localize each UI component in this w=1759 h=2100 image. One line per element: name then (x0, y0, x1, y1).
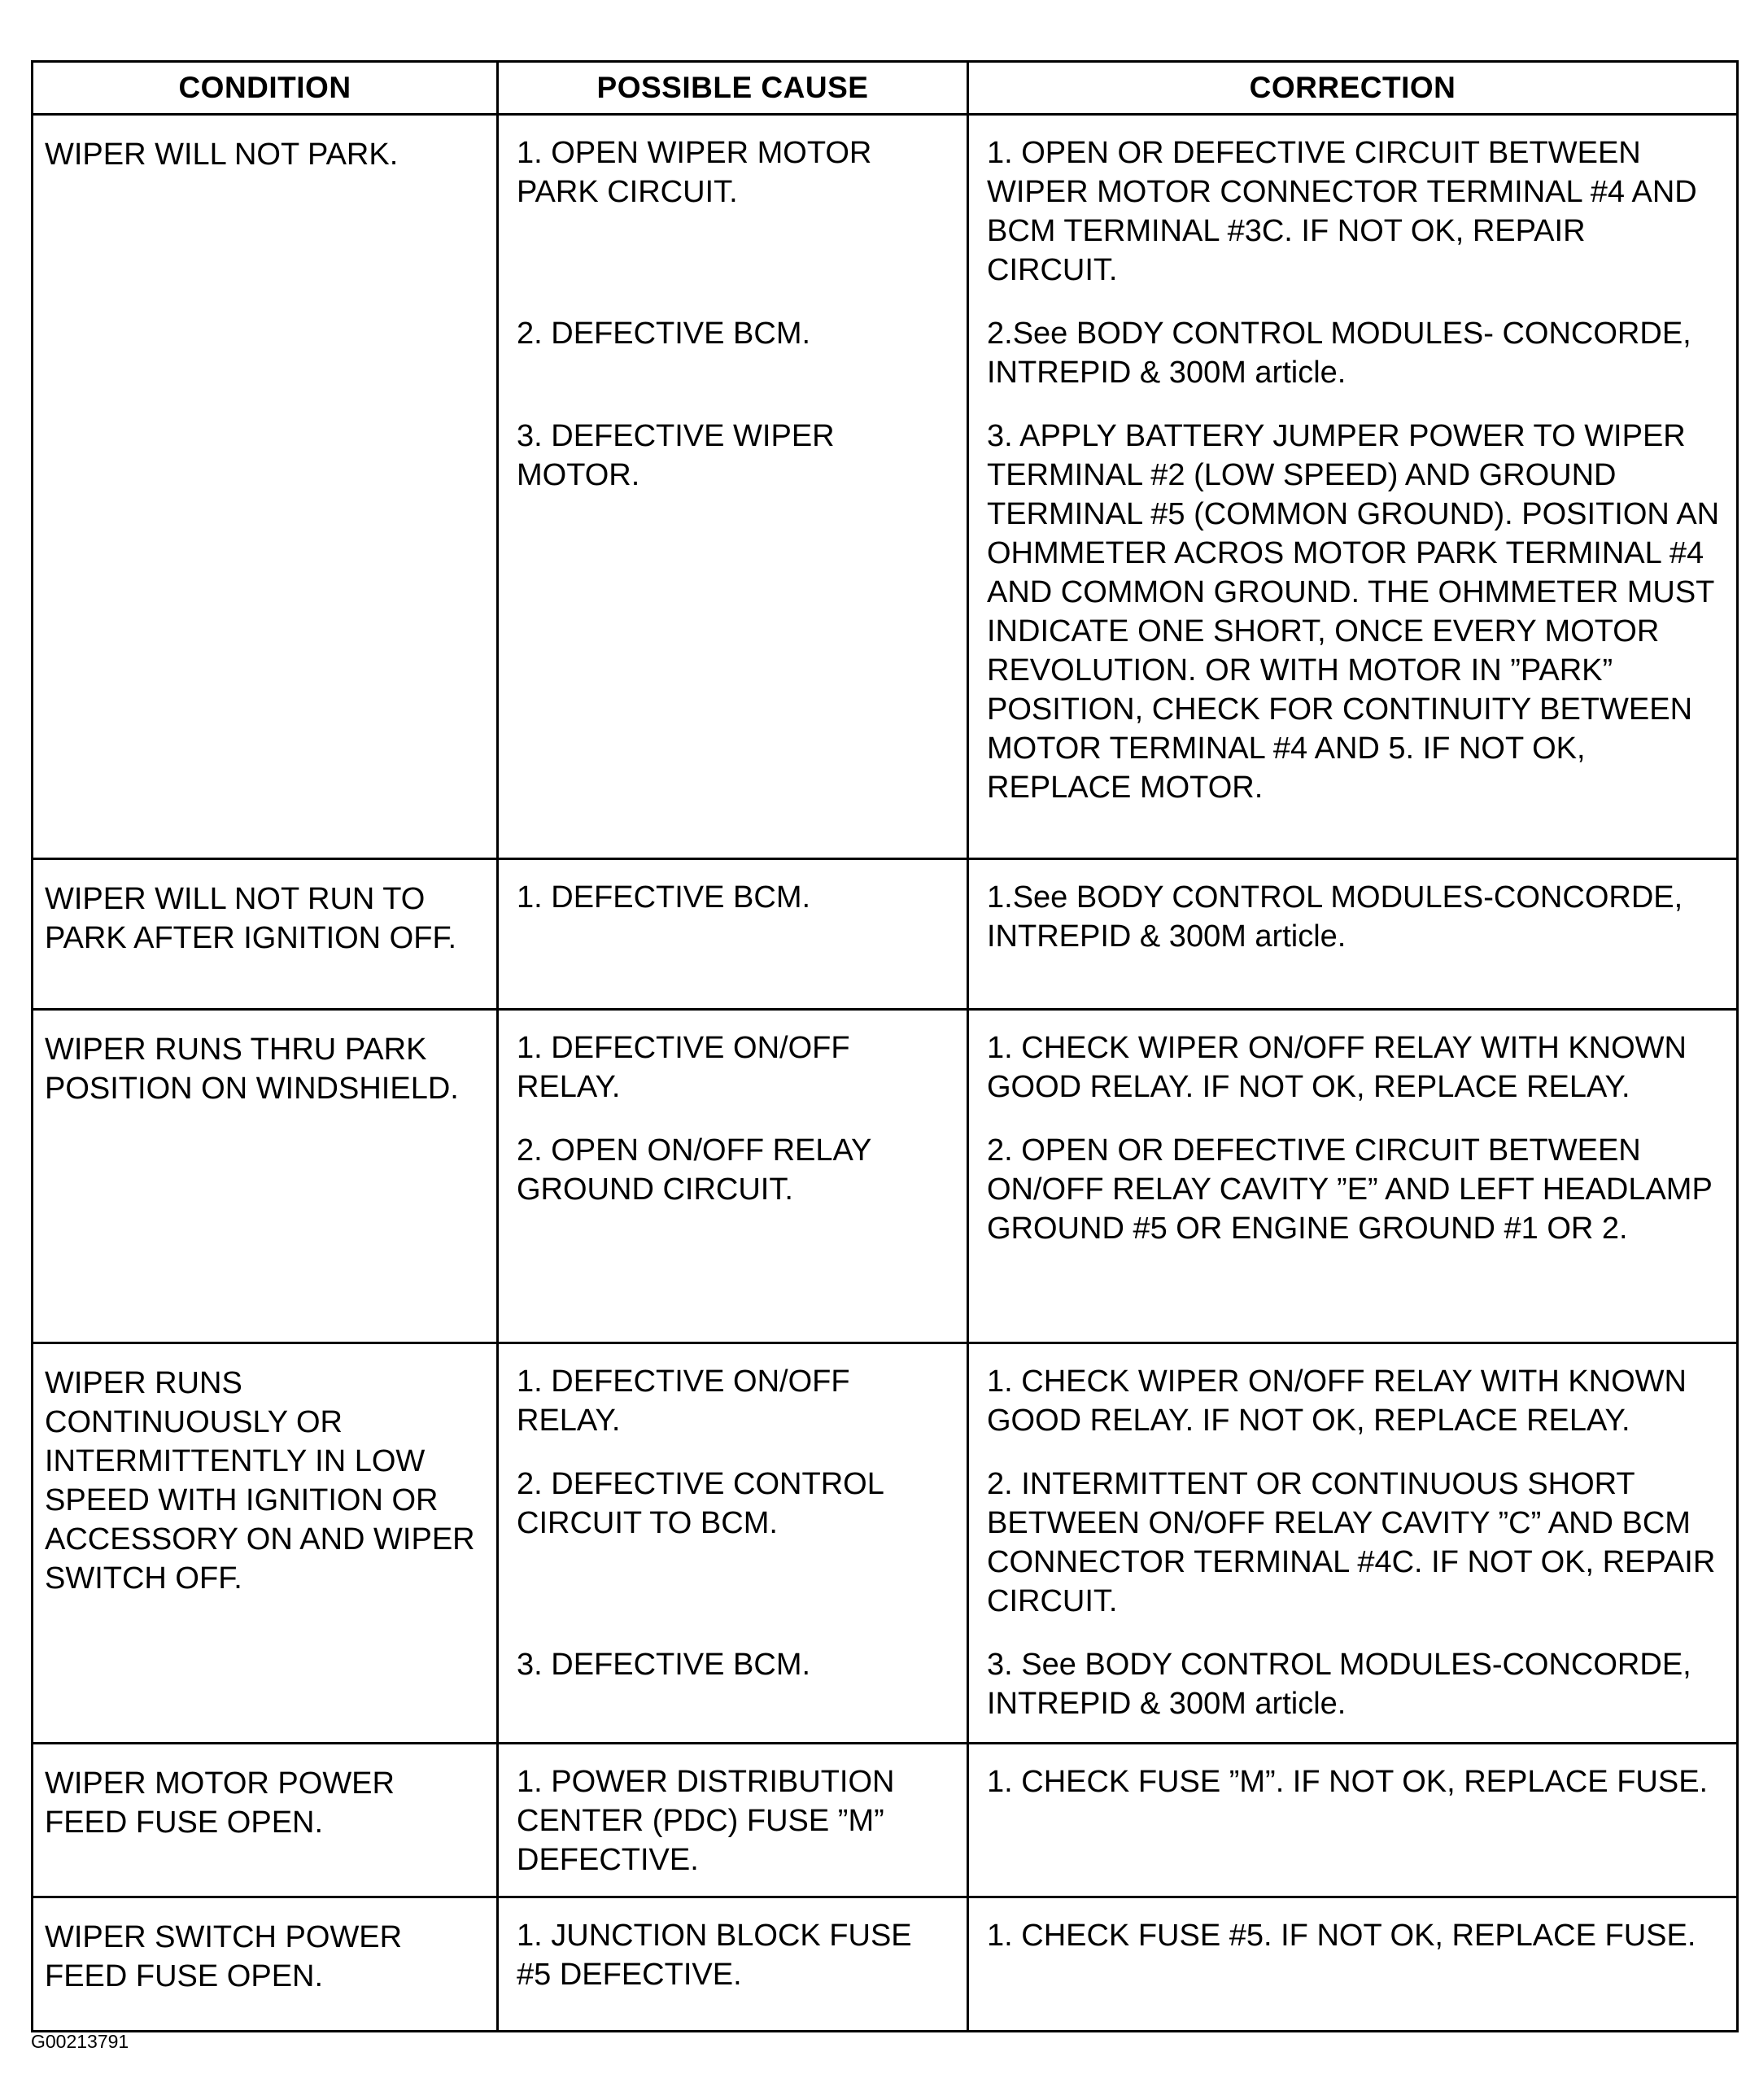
header-row (33, 62, 1738, 115)
correction-item: 2. INTERMITTENT OR CONTINUOUS SHORT BETWEEN ON/OFF RELAY CAVITY ”C” AND BCM CONNECTOR TERMINAL #4C. IF NOT OK, REPAIR CIRCUIT. (987, 1467, 1716, 1618)
condition-cell: WIPER MOTOR POWER FEED FUSE OPEN. (33, 1744, 498, 1897)
figure-id: G00213791 (31, 2031, 129, 2052)
possible-cause-item: 2. DEFECTIVE CONTROL CIRCUIT TO BCM. (517, 1467, 884, 1540)
correction-item: 3. See BODY CONTROL MODULES-CONCORDE, INTREPID & 300M article. (987, 1648, 1691, 1721)
header-possible-cause: POSSIBLE CAUSE (498, 62, 968, 115)
diagnosis-page (31, 60, 1736, 2032)
correction-cell (968, 115, 1738, 859)
table-row (33, 859, 1738, 1010)
possible-cause-cell (498, 1744, 968, 1897)
condition-cell: WIPER SWITCH POWER FEED FUSE OPEN. (33, 1897, 498, 2032)
table-row (33, 1010, 1738, 1343)
correction-item: 2.See BODY CONTROL MODULES- CONCORDE, INTREPID & 300M article. (987, 317, 1691, 390)
possible-cause-cell (498, 1897, 968, 2032)
possible-cause-item: 1. DEFECTIVE ON/OFF RELAY. (517, 1031, 850, 1104)
correction-item: 1. CHECK FUSE #5. IF NOT OK, REPLACE FUSE. (987, 1919, 1696, 1953)
correction-item: 1.See BODY CONTROL MODULES-CONCORDE, INTREPID & 300M article. (987, 880, 1683, 954)
correction-item: 1. CHECK WIPER ON/OFF RELAY WITH KNOWN GOOD RELAY. IF NOT OK, REPLACE RELAY. (987, 1364, 1687, 1438)
correction-cell (968, 1010, 1738, 1343)
possible-cause-item: 3. DEFECTIVE BCM. (517, 1648, 811, 1682)
header-correction: CORRECTION (968, 62, 1738, 115)
possible-cause-item: 1. JUNCTION BLOCK FUSE #5 DEFECTIVE. (517, 1919, 912, 1992)
correction-cell (968, 1897, 1738, 2032)
correction-item: 1. CHECK WIPER ON/OFF RELAY WITH KNOWN GOOD RELAY. IF NOT OK, REPLACE RELAY. (987, 1031, 1687, 1104)
possible-cause-item: 1. DEFECTIVE BCM. (517, 880, 811, 915)
correction-item: 1. CHECK FUSE ”M”. IF NOT OK, REPLACE FUSE. (987, 1765, 1709, 1799)
table-row (33, 1897, 1738, 2032)
possible-cause-cell (498, 1010, 968, 1343)
condition-cell: WIPER RUNS CONTINUOUSLY OR INTERMITTENTLY IN LOW SPEED WITH IGNITION OR ACCESSORY ON AND WIPER SWITCH OFF. (33, 1343, 498, 1744)
header-condition: CONDITION (33, 62, 498, 115)
possible-cause-item: 3. DEFECTIVE WIPER MOTOR. (517, 419, 835, 492)
correction-cell (968, 1744, 1738, 1897)
correction-cell (968, 1343, 1738, 1744)
condition-cell: WIPER WILL NOT PARK. (33, 115, 498, 859)
correction-item: 3. APPLY BATTERY JUMPER POWER TO WIPER TERMINAL #2 (LOW SPEED) AND GROUND TERMINAL #5 (COMMON GROUND). POSITION AN OHMMETER ACROS MOTOR PARK TERMINAL #4 AND COMMON GROUND. THE OHMMETER MUST INDICATE ONE SHORT, ONCE EVERY MOTOR REVOLUTION. OR WITH MOTOR IN ”PARK” POSITION, CHECK FOR CONTINUITY BETWEEN MOTOR TERMINAL #4 AND 5. IF NOT OK, REPLACE MOTOR. (987, 419, 1720, 805)
diagnosis-table (31, 60, 1739, 2032)
possible-cause-item: 1. POWER DISTRIBUTION CENTER (PDC) FUSE ”M” DEFECTIVE. (517, 1765, 895, 1877)
possible-cause-cell (498, 115, 968, 859)
condition-cell: WIPER RUNS THRU PARK POSITION ON WINDSHIELD. (33, 1010, 498, 1343)
possible-cause-item: 2. DEFECTIVE BCM. (517, 317, 811, 351)
condition-cell: WIPER WILL NOT RUN TO PARK AFTER IGNITION OFF. (33, 859, 498, 1010)
correction-item: 2. OPEN OR DEFECTIVE CIRCUIT BETWEEN ON/OFF RELAY CAVITY ”E” AND LEFT HEADLAMP GROUND #5 OR ENGINE GROUND #1 OR 2. (987, 1133, 1713, 1246)
correction-cell (968, 859, 1738, 1010)
table-row (33, 115, 1738, 859)
possible-cause-item: 2. OPEN ON/OFF RELAY GROUND CIRCUIT. (517, 1133, 871, 1207)
table-row (33, 1744, 1738, 1897)
possible-cause-item: 1. DEFECTIVE ON/OFF RELAY. (517, 1364, 850, 1438)
possible-cause-item: 1. OPEN WIPER MOTOR PARK CIRCUIT. (517, 136, 872, 209)
table-row (33, 1343, 1738, 1744)
possible-cause-cell (498, 859, 968, 1010)
possible-cause-cell (498, 1343, 968, 1744)
correction-item: 1. OPEN OR DEFECTIVE CIRCUIT BETWEEN WIPER MOTOR CONNECTOR TERMINAL #4 AND BCM TERMINAL #3C. IF NOT OK, REPAIR CIRCUIT. (987, 136, 1697, 287)
